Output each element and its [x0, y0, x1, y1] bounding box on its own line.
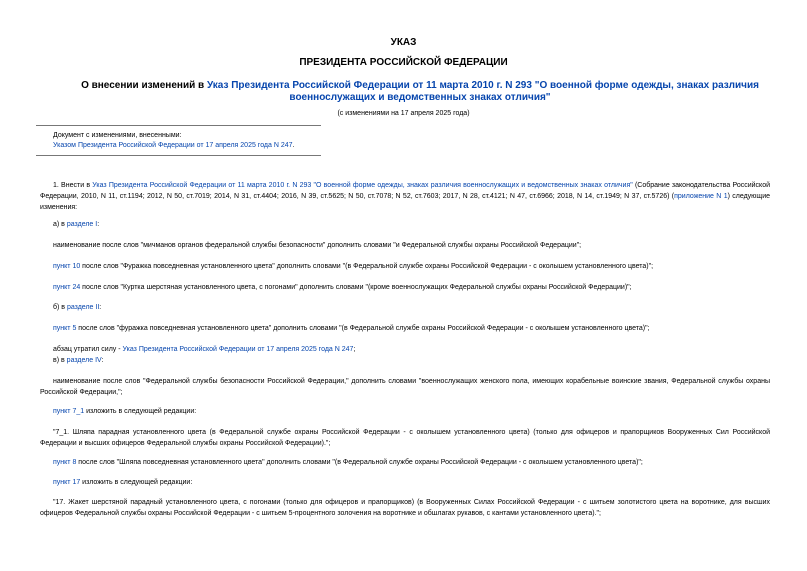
doc-note-end: .	[292, 142, 295, 149]
item-b-colon: :	[99, 304, 102, 311]
item-v-5	[40, 477, 770, 488]
amending-decree-link[interactable]: Указом Президента Российской Федерации от 17 апреля 2025 года N 247	[53, 142, 293, 149]
section-4-link[interactable]: разделе IV	[66, 357, 102, 364]
item-a-2-text: после слов "Фуражка повседневная установленного цвета" дополнить словами "(в Федеральной службе охраны Российской Федерации - с околышем установленного цвета)";	[80, 263, 654, 270]
decree-subject	[80, 80, 760, 104]
item-v-5-text: изложить в следующей редакции:	[80, 479, 193, 486]
item-v	[40, 355, 770, 366]
item-v-4-text: после слов "Шляпа повседневная установленного цвета" дополнить словами "(в Федеральной службе охраны Российской Федерации - с околышем установленного цвета)";	[76, 459, 643, 466]
amendment-note: (с изменениями на 17 апреля 2025 года)	[337, 110, 470, 117]
p1-decree-link[interactable]: Указ Президента Российской Федерации от 11 марта 2010 г. N 293 "О военной форме одежды, знаках различия военнослужащих и ведомственных знаках отличия"	[92, 182, 633, 189]
point-17-link[interactable]: пункт 17	[53, 479, 81, 486]
section-2-link[interactable]: разделе II	[66, 304, 100, 311]
point-7-1-link[interactable]: пункт 7_1	[53, 408, 85, 415]
appendix-link[interactable]: приложение N 1	[674, 193, 728, 200]
item-v-1: наименование после слов "Федеральной службы безопасности Российской Федерации," дополнить словами "военнослужащих женского пола, имеющих корабельные воинские звания, Федеральной службы охраны Российской Федерации,";	[40, 378, 770, 396]
point-8-link[interactable]: пункт 8	[53, 459, 77, 466]
p1-text-c: ) следующие изменения:	[40, 193, 770, 211]
item-a-text: а) в	[53, 221, 67, 228]
decree-title: УКАЗ	[390, 37, 417, 48]
item-v-text: в) в	[53, 357, 67, 364]
point-10-link[interactable]: пункт 10	[53, 263, 81, 270]
decree-issuer: ПРЕЗИДЕНТА РОССИЙСКОЙ ФЕДЕРАЦИИ	[299, 57, 508, 68]
item-a-3-text: после слов "Куртка шерстяная установленного цвета, с погонами" дополнить словами "(кроме военнослужащих Федеральной службы охраны Российской Федерации)";	[80, 284, 632, 291]
subject-prefix: О внесении изменений в	[81, 80, 207, 91]
item-b-2-text: абзац утратил силу -	[53, 346, 123, 353]
item-a-colon: :	[97, 221, 100, 228]
note-top-rule	[36, 125, 321, 126]
item-v-4	[40, 457, 770, 468]
item-a-1: наименование после слов "мичманов органов федеральной службы безопасности" дополнить словами "и Федеральной службы охраны Российской Федерации";	[53, 242, 582, 249]
item-b-1-text: после слов "фуражка повседневная установленного цвета" дополнить словами "(в Федеральной службе охраны Российской Федерации - с околышем установленного цвета)";	[76, 325, 650, 332]
item-b-2	[40, 344, 770, 355]
paragraph-1	[40, 180, 770, 213]
item-a-3	[40, 282, 770, 293]
section-1-link[interactable]: разделе I	[66, 221, 98, 228]
item-a	[40, 219, 770, 230]
p1-text-a: 1. Внести в	[53, 182, 93, 189]
doc-note-label: Документ с изменениями, внесенными:	[53, 132, 182, 139]
p1-text-b: (Собрание законодательства Российской Федерации, 2010, N 11, ст.1194; 2012, N 50, ст.7019; 2014, N 31, ст.4404; 2016, N 39, ст.5625; N 50, ст.7078; N 52, ст.7603; 2017, N 28, ст.4121; N 47, ст.6966; 2018, N 14, ст.1949; N 37, ст.5726) (	[40, 182, 770, 200]
item-a-2	[40, 261, 770, 272]
item-b-text: б) в	[53, 304, 67, 311]
item-v-3: "7_1. Шляпа парадная установленного цвета (в Федеральной службе охраны Российской Федерации - с околышем установленного цвета) (только для офицеров и прапорщиков Вооруженных Сил Российской Федерации и высших офицеров Федеральной службы охраны Российской Федерации).";	[40, 429, 770, 447]
item-v-2	[40, 406, 770, 417]
note-bottom-rule	[36, 155, 321, 156]
item-v-colon: :	[101, 357, 104, 364]
item-v-2-text: изложить в следующей редакции:	[84, 408, 197, 415]
item-v-6: "17. Жакет шерстяной парадный установленного цвета, с погонами (только для офицеров и прапорщиков) (в Вооруженных Силах Российской Федерации - с шитьем золотистого цвета на воротнике, для высших офицеров Федеральной службы охраны Российской Федерации - с шитьем 5-процентного золочения на воротнике и обшлагах рукавов, с кантами установленного цвета).";	[40, 499, 770, 517]
repeal-decree-link[interactable]: Указ Президента Российской Федерации от 17 апреля 2025 года N 247	[122, 346, 354, 353]
point-24-link[interactable]: пункт 24	[53, 284, 81, 291]
subject-decree-link[interactable]: Указ Президента Российской Федерации от 11 марта 2010 г. N 293 "О военной форме одежды, знаках различия военнослужащих и ведомственных знаках отличия"	[206, 80, 759, 103]
item-b-1	[40, 323, 770, 334]
item-b	[40, 302, 770, 313]
item-b-2-end: ;	[353, 346, 356, 353]
doc-note-ref	[53, 140, 295, 151]
point-5-link[interactable]: пункт 5	[53, 325, 77, 332]
